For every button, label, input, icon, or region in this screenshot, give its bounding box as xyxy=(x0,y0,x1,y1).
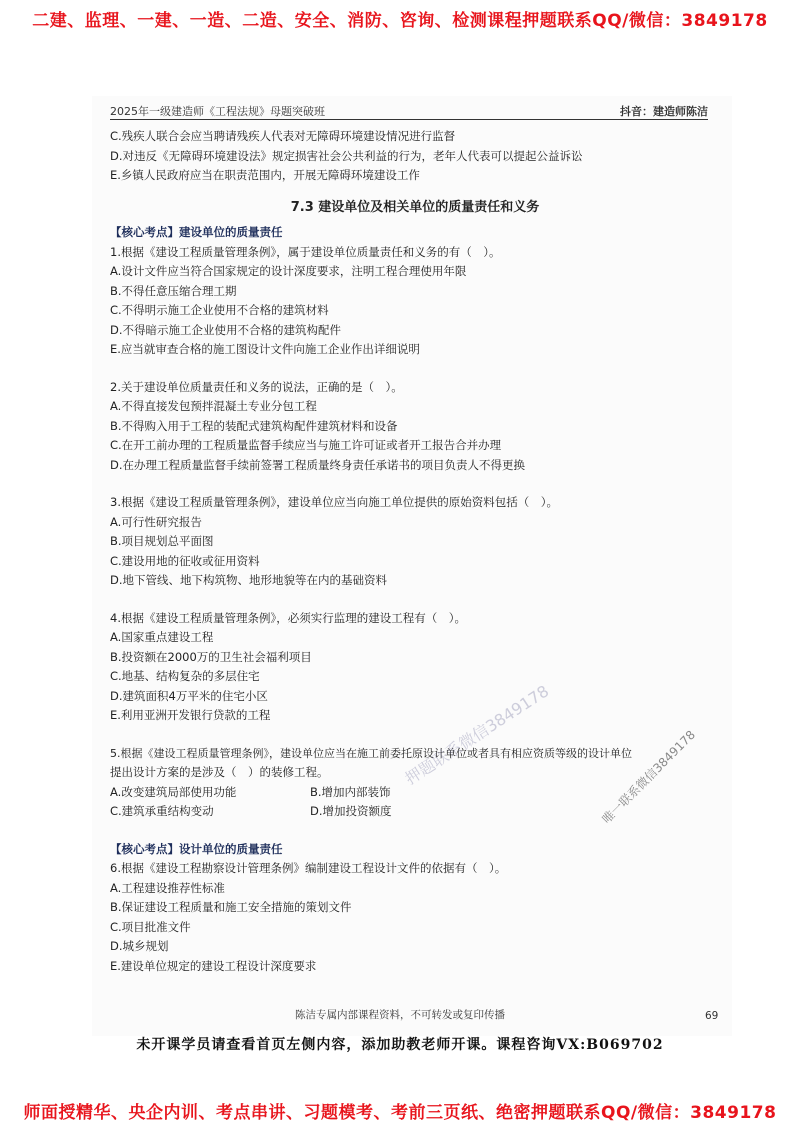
document-body xyxy=(110,127,720,976)
answer-option: C.在开工前办理的工程质量监督手续应当与施工许可证或者开工报告合并办理 xyxy=(110,438,502,452)
question-stem-continued: 提出设计方案的是涉及（ ）的装修工程。 xyxy=(110,765,329,779)
section-title: 7.3 建设单位及相关单位的质量责任和义务 xyxy=(290,199,540,215)
answer-option: B.投资额在2000万的卫生社会福利项目 xyxy=(110,649,312,664)
header-author: 抖音：建造师陈洁 xyxy=(620,105,708,118)
answer-option: C.项目批准文件 xyxy=(110,919,191,934)
answer-option: B.增加内部装饰 xyxy=(310,784,391,799)
answer-option: D.城乡规划 xyxy=(110,939,169,953)
question-stem: 1.根据《建设工程质量管理条例》，属于建设单位质量责任和义务的有（ ）。 xyxy=(110,244,501,259)
answer-option: B.保证建设工程质量和施工安全措施的策划文件 xyxy=(110,900,352,914)
answer-option: D.在办理工程质量监督手续前签署工程质量终身责任承诺书的项目负责人不得更换 xyxy=(110,457,526,472)
answer-option: C.地基、结构复杂的多层住宅 xyxy=(110,669,260,683)
answer-option: D.增加投资额度 xyxy=(310,804,392,818)
question-stem: 3.根据《建设工程质量管理条例》，建设单位应当向施工单位提供的原始资料包括（ ）。 xyxy=(110,495,558,509)
key-point-heading: 【核心考点】设计单位的质量责任 xyxy=(110,841,283,856)
answer-option: A.工程建设推荐性标准 xyxy=(110,880,225,895)
question-stem: 6.根据《建设工程勘察设计管理条例》编制建设工程设计文件的依据有（ ）。 xyxy=(110,861,507,875)
answer-option: A.不得直接发包预拌混凝土专业分包工程 xyxy=(110,399,317,413)
answer-option: E.利用亚洲开发银行贷款的工程 xyxy=(110,708,271,722)
top-banner: 二建、监理、一建、一造、二造、安全、消防、咨询、检测课程押题联系QQ/微信：3849178 xyxy=(32,11,768,31)
footer-note: 陈洁专属内部课程资料，不可转发或复印传播 xyxy=(295,1009,505,1021)
header-course-title: 2025年一级建造师《工程法规》母题突破班 xyxy=(110,105,325,118)
answer-option: C.建设用地的征收或征用资料 xyxy=(110,553,260,568)
bottom-banner: 师面授精华、央企内训、考点串讲、习题模考、考前三页纸、绝密押题联系QQ/微信：3849178 xyxy=(23,1103,777,1123)
answer-option: B.不得购入用于工程的装配式建筑构配件建筑材料和设备 xyxy=(110,418,398,433)
answer-option: C.建筑承重结构变动 xyxy=(110,804,214,818)
question-stem: 5.根据《建设工程质量管理条例》，建设单位应当在施工前委托原设计单位或者具有相应资质等级的设计单位 xyxy=(110,746,632,760)
prev-option: D.对违反《无障碍环境建设法》规定损害社会公共利益的行为，老年人代表可以提起公益诉讼 xyxy=(110,148,583,163)
answer-option: C.不得明示施工企业使用不合格的建筑材料 xyxy=(110,303,329,317)
answer-option: D.不得暗示施工企业使用不合格的建筑构配件 xyxy=(110,322,342,337)
answer-option: A.设计文件应当符合国家规定的设计深度要求，注明工程合理使用年限 xyxy=(110,264,467,278)
prev-option: E.乡镇人民政府应当在职责范围内，开展无障碍环境建设工作 xyxy=(110,168,420,182)
question-stem: 2.关于建设单位质量责任和义务的说法，正确的是（ ）。 xyxy=(110,379,403,394)
answer-option: D.建筑面积4万平米的住宅小区 xyxy=(110,688,268,703)
watermark: 押题联系微信3849178 xyxy=(401,681,553,789)
enrollment-notice: 未开课学员请查看首页左侧内容，添加助教老师开课。课程咨询VX:B069702 xyxy=(136,1037,664,1053)
answer-option: D.地下管线、地下构筑物、地形地貌等在内的基础资料 xyxy=(110,573,388,587)
answer-option: B.不得任意压缩合理工期 xyxy=(110,283,237,298)
answer-option: B.项目规划总平面图 xyxy=(110,534,214,548)
watermark: 唯一联系微信3849178 xyxy=(599,727,699,827)
answer-option: A.改变建筑局部使用功能 xyxy=(110,784,237,799)
prev-option: C.残疾人联合会应当聘请残疾人代表对无障碍环境建设情况进行监督 xyxy=(110,129,456,143)
answer-option: E.应当就审查合格的施工图设计文件向施工企业作出详细说明 xyxy=(110,342,420,356)
page-number: 69 xyxy=(705,1010,719,1022)
question-stem: 4.根据《建设工程质量管理条例》，必须实行监理的建设工程有（ ）。 xyxy=(110,610,466,625)
answer-option: A.国家重点建设工程 xyxy=(110,630,214,644)
answer-option: E.建设单位规定的建设工程设计深度要求 xyxy=(110,958,317,973)
running-header xyxy=(110,101,708,120)
key-point-heading: 【核心考点】建设单位的质量责任 xyxy=(110,225,283,239)
answer-option: A.可行性研究报告 xyxy=(110,514,202,529)
